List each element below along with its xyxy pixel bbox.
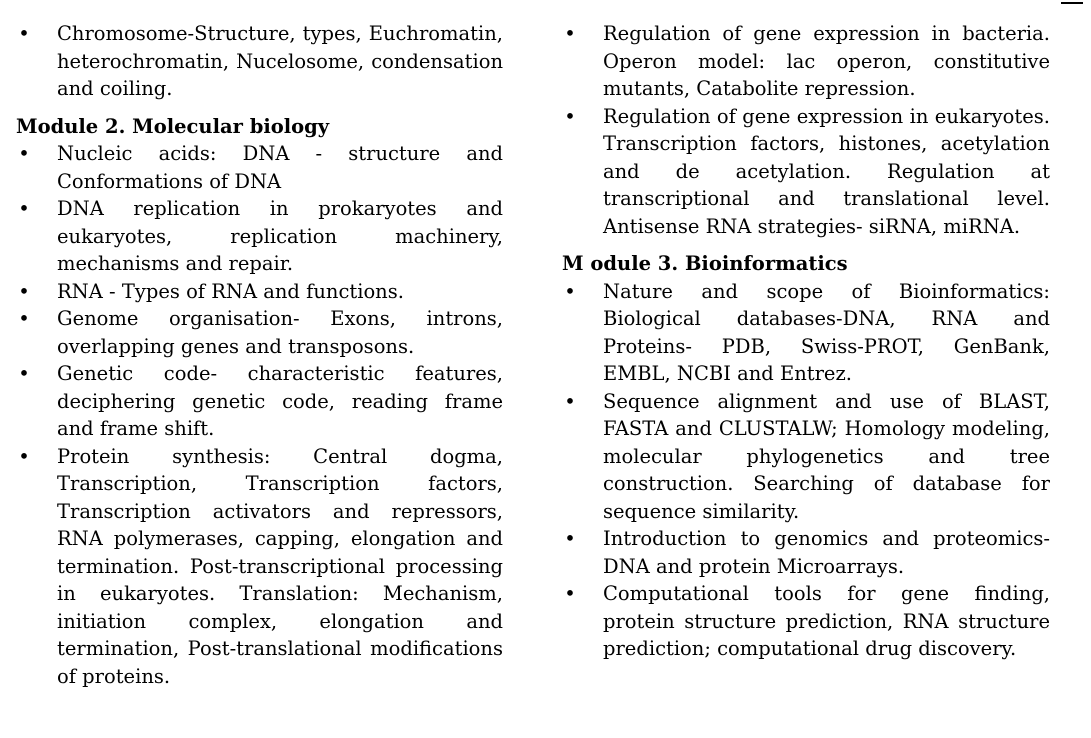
list-item: • RNA - Types of RNA and functions. [16,278,503,306]
gene-regulation-list [562,20,1050,240]
bullet-icon: • [18,197,30,220]
list-item: • Genome organisation- Exons, introns, overlapping genes and transposons. [16,305,503,360]
module-2-heading: Module 2. Molecular biology [16,114,330,138]
list-item: • Genetic code- characteristic features, deciphering genetic code, reading frame and frame shift. [16,360,503,443]
list-item: • Protein synthesis: Central dogma, Transcription, Transcription factors, Transcription activators and repressors, RNA polymerases, capping, elongation and termination. Post-transcriptional processing in eukaryotes. Translation: Mechanism, initiation complex, elongation and termination, Post-translational modifications of proteins. [16,443,503,691]
page-corner-mark [1061,0,1083,4]
list-item: • Chromosome-Structure, types, Euchromatin, heterochromatin, Nucelosome, condensation and coiling. [16,20,503,103]
bullet-icon: • [18,142,30,165]
bullet-icon: • [564,104,576,128]
bullet-icon: • [564,527,576,550]
right-column [562,20,1050,663]
bullet-icon: • [564,389,576,413]
bullet-icon: • [18,307,30,330]
intro-list [16,20,503,103]
bullet-icon: • [564,22,576,45]
bullet-icon: • [564,279,576,303]
list-item: • Sequence alignment and use of BLAST, FASTA and CLUSTALW; Homology modeling, molecular phylogenetics and tree construction. Searching of database for sequence similarity. [562,388,1050,526]
bullet-icon: • [18,444,30,468]
module-3-heading: M odule 3. Bioinformatics [562,252,848,275]
bullet-icon: • [18,362,30,385]
bullet-icon: • [18,279,30,303]
list-item: • Nucleic acids: DNA - structure and Conformations of DNA [16,140,503,195]
list-item: • Regulation of gene expression in bacteria. Operon model: lac operon, constitutive mutants, Catabolite repression. [562,20,1050,103]
list-item: • Nature and scope of Bioinformatics: Biological databases-DNA, RNA and Proteins- PDB, Swiss-PROT, GenBank, EMBL, NCBI and Entrez. [562,278,1050,388]
list-item: • Regulation of gene expression in eukaryotes. Transcription factors, histones, acetylation and de acetylation. Regulation at transcriptional and translational level. Antisense RNA strategies- siRNA, miRNA. [562,103,1050,241]
left-column [16,20,503,690]
list-item: • Computational tools for gene finding, protein structure prediction, RNA structure prediction; computational drug discovery. [562,580,1050,663]
module-2-list [16,140,503,690]
bullet-icon: • [18,22,30,45]
module-3-list [562,278,1050,663]
list-item: • Introduction to genomics and proteomics- DNA and protein Microarrays. [562,525,1050,580]
list-item: • DNA replication in prokaryotes and eukaryotes, replication machinery, mechanisms and repair. [16,195,503,278]
bullet-icon: • [564,582,576,605]
